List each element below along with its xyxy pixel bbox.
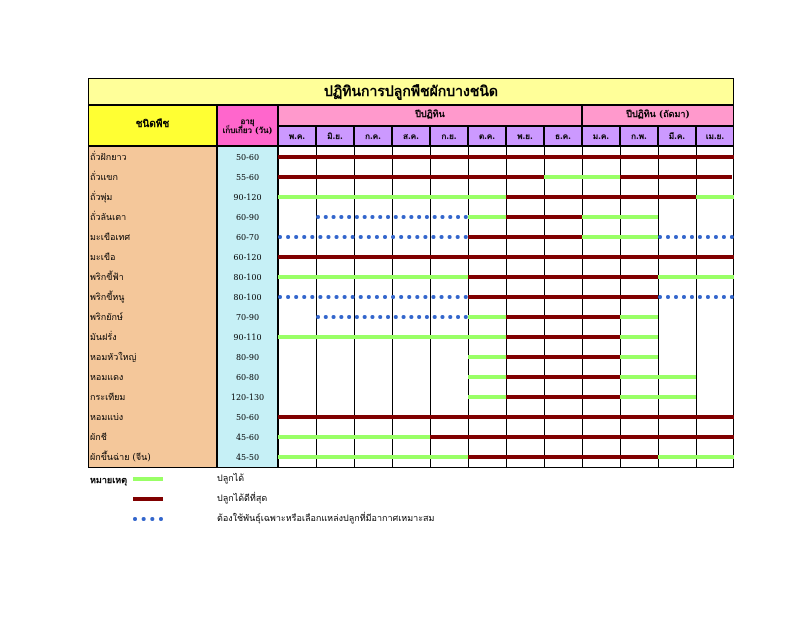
season-bar-special xyxy=(278,295,468,299)
harvest-days: 120-130 xyxy=(230,392,265,402)
season-bar-best xyxy=(506,195,696,199)
season-bar-best xyxy=(278,255,734,259)
season-bar-planting xyxy=(468,375,506,379)
season-bar-special xyxy=(316,215,468,219)
season-bar-best xyxy=(506,335,620,339)
month-header: ก.ค. xyxy=(354,126,392,146)
crop-name: มะเขือเทศ xyxy=(90,233,131,243)
season-bar-best xyxy=(506,395,620,399)
harvest-days: 60-70 xyxy=(235,232,260,242)
season-bar-planting xyxy=(468,355,506,359)
season-bar-planting xyxy=(468,315,506,319)
month-header: ก.พ. xyxy=(620,126,658,146)
header-crop-name-label: ชนิดพืช xyxy=(135,119,170,131)
crop-name: หอมแบ่ง xyxy=(90,413,124,423)
season-bar-best xyxy=(430,435,734,439)
month-header: พ.ค. xyxy=(278,126,316,146)
month-header: เม.ย. xyxy=(696,126,734,146)
legend-swatch-planting xyxy=(133,477,163,481)
month-header: ก.ย. xyxy=(430,126,468,146)
season-bar-planting xyxy=(696,195,734,199)
crop-name: ถั่วฝักยาว xyxy=(90,153,127,163)
season-bar-best xyxy=(506,215,582,219)
crop-name: ผักชี xyxy=(90,433,107,443)
season-bar-planting xyxy=(278,335,506,339)
month-header: พ.ย. xyxy=(506,126,544,146)
season-bar-best xyxy=(468,295,658,299)
crop-name: พริกขี้หนู xyxy=(90,293,125,303)
harvest-days: 50-60 xyxy=(235,412,260,422)
season-bar-best xyxy=(506,355,620,359)
harvest-days: 90-120 xyxy=(233,192,262,202)
season-bar-planting xyxy=(278,195,506,199)
season-bar-special xyxy=(658,235,734,239)
legend-label: ปลูกได้ xyxy=(217,474,245,484)
harvest-days: 80-90 xyxy=(235,352,260,362)
season-bar-special xyxy=(316,315,468,319)
season-bar-planting xyxy=(278,435,430,439)
legend-title: หมายเหตุ xyxy=(90,476,128,486)
season-bar-planting xyxy=(278,275,468,279)
month-header: ต.ค. xyxy=(468,126,506,146)
header-crop-name xyxy=(88,105,217,146)
season-bar-planting xyxy=(620,355,658,359)
crop-name: หอมแดง xyxy=(90,373,124,383)
header-calendar-year-label: ปีปฏิทิน xyxy=(415,109,445,120)
season-bar-best xyxy=(278,415,734,419)
month-header: ม.ค. xyxy=(582,126,620,146)
season-bar-best xyxy=(506,315,620,319)
harvest-days: 80-100 xyxy=(233,292,262,302)
season-bar-planting xyxy=(620,395,696,399)
season-bar-planting xyxy=(468,395,506,399)
season-bar-best xyxy=(278,175,544,179)
season-bar-planting xyxy=(582,215,658,219)
header-next-year-label: ปีปฏิทิน (ถัดมา) xyxy=(626,109,690,120)
crop-name: มันฝรั่ง xyxy=(90,333,117,343)
legend-label: ต้องใช้พันธุ์เฉพาะหรือเลือกแหล่งปลูกที่มีอากาศเหมาะสม xyxy=(217,514,435,524)
harvest-days: 90-110 xyxy=(233,332,262,342)
crop-name: ถั่วลันเตา xyxy=(90,213,127,223)
season-bar-best xyxy=(620,175,732,179)
season-bar-planting xyxy=(544,175,620,179)
legend-swatch-best xyxy=(133,497,163,501)
month-header: มิ.ย. xyxy=(316,126,354,146)
header-calendar-year xyxy=(278,105,582,126)
season-bar-planting xyxy=(468,215,506,219)
crop-name: มะเขือ xyxy=(90,253,116,263)
season-bar-planting xyxy=(620,335,658,339)
season-bar-best xyxy=(278,155,734,159)
harvest-days: 60-120 xyxy=(233,252,262,262)
month-header: ส.ค. xyxy=(392,126,430,146)
season-bar-special xyxy=(658,295,734,299)
crop-name: ถั่วแขก xyxy=(90,173,118,183)
month-header: มี.ค. xyxy=(658,126,696,146)
crop-name: พริกขี้ฟ้า xyxy=(90,273,124,283)
header-next-year xyxy=(582,105,734,126)
harvest-days: 80-100 xyxy=(233,272,262,282)
season-bar-planting xyxy=(620,315,658,319)
crop-name: พริกยักษ์ xyxy=(90,313,123,323)
legend-label: ปลูกได้ดีที่สุด xyxy=(217,494,268,504)
season-bar-best xyxy=(506,375,620,379)
harvest-days: 60-90 xyxy=(235,212,260,222)
season-bar-planting xyxy=(620,375,696,379)
season-bar-planting xyxy=(658,455,734,459)
page-title: ปฏิทินการปลูกพืชผักบางชนิด xyxy=(88,78,734,105)
header-days-line2: เก็บเกี่ยว (วัน) xyxy=(222,124,273,135)
season-bar-special xyxy=(278,235,468,239)
season-bar-best xyxy=(468,275,658,279)
harvest-days: 70-90 xyxy=(235,312,260,322)
crop-name: กระเทียม xyxy=(90,393,126,403)
harvest-days: 50-60 xyxy=(235,152,260,162)
month-header: ธ.ค. xyxy=(544,126,582,146)
season-bar-planting xyxy=(658,275,734,279)
season-bar-best xyxy=(468,455,658,459)
harvest-days: 45-50 xyxy=(235,452,260,462)
crop-name: หอมหัวใหญ่ xyxy=(90,353,137,363)
harvest-days: 60-80 xyxy=(235,372,260,382)
harvest-days: 55-60 xyxy=(235,172,260,182)
header-days-line1: อายุ xyxy=(240,116,255,127)
crop-name: ผักขึ้นฉ่าย (จีน) xyxy=(90,453,151,463)
legend-swatch-special xyxy=(133,517,163,521)
header-harvest-days xyxy=(217,105,278,146)
season-bar-planting xyxy=(582,235,658,239)
harvest-days: 45-60 xyxy=(235,432,260,442)
season-bar-planting xyxy=(278,455,468,459)
season-bar-best xyxy=(468,235,582,239)
crop-name: ถั่วพุ่ม xyxy=(90,193,113,203)
